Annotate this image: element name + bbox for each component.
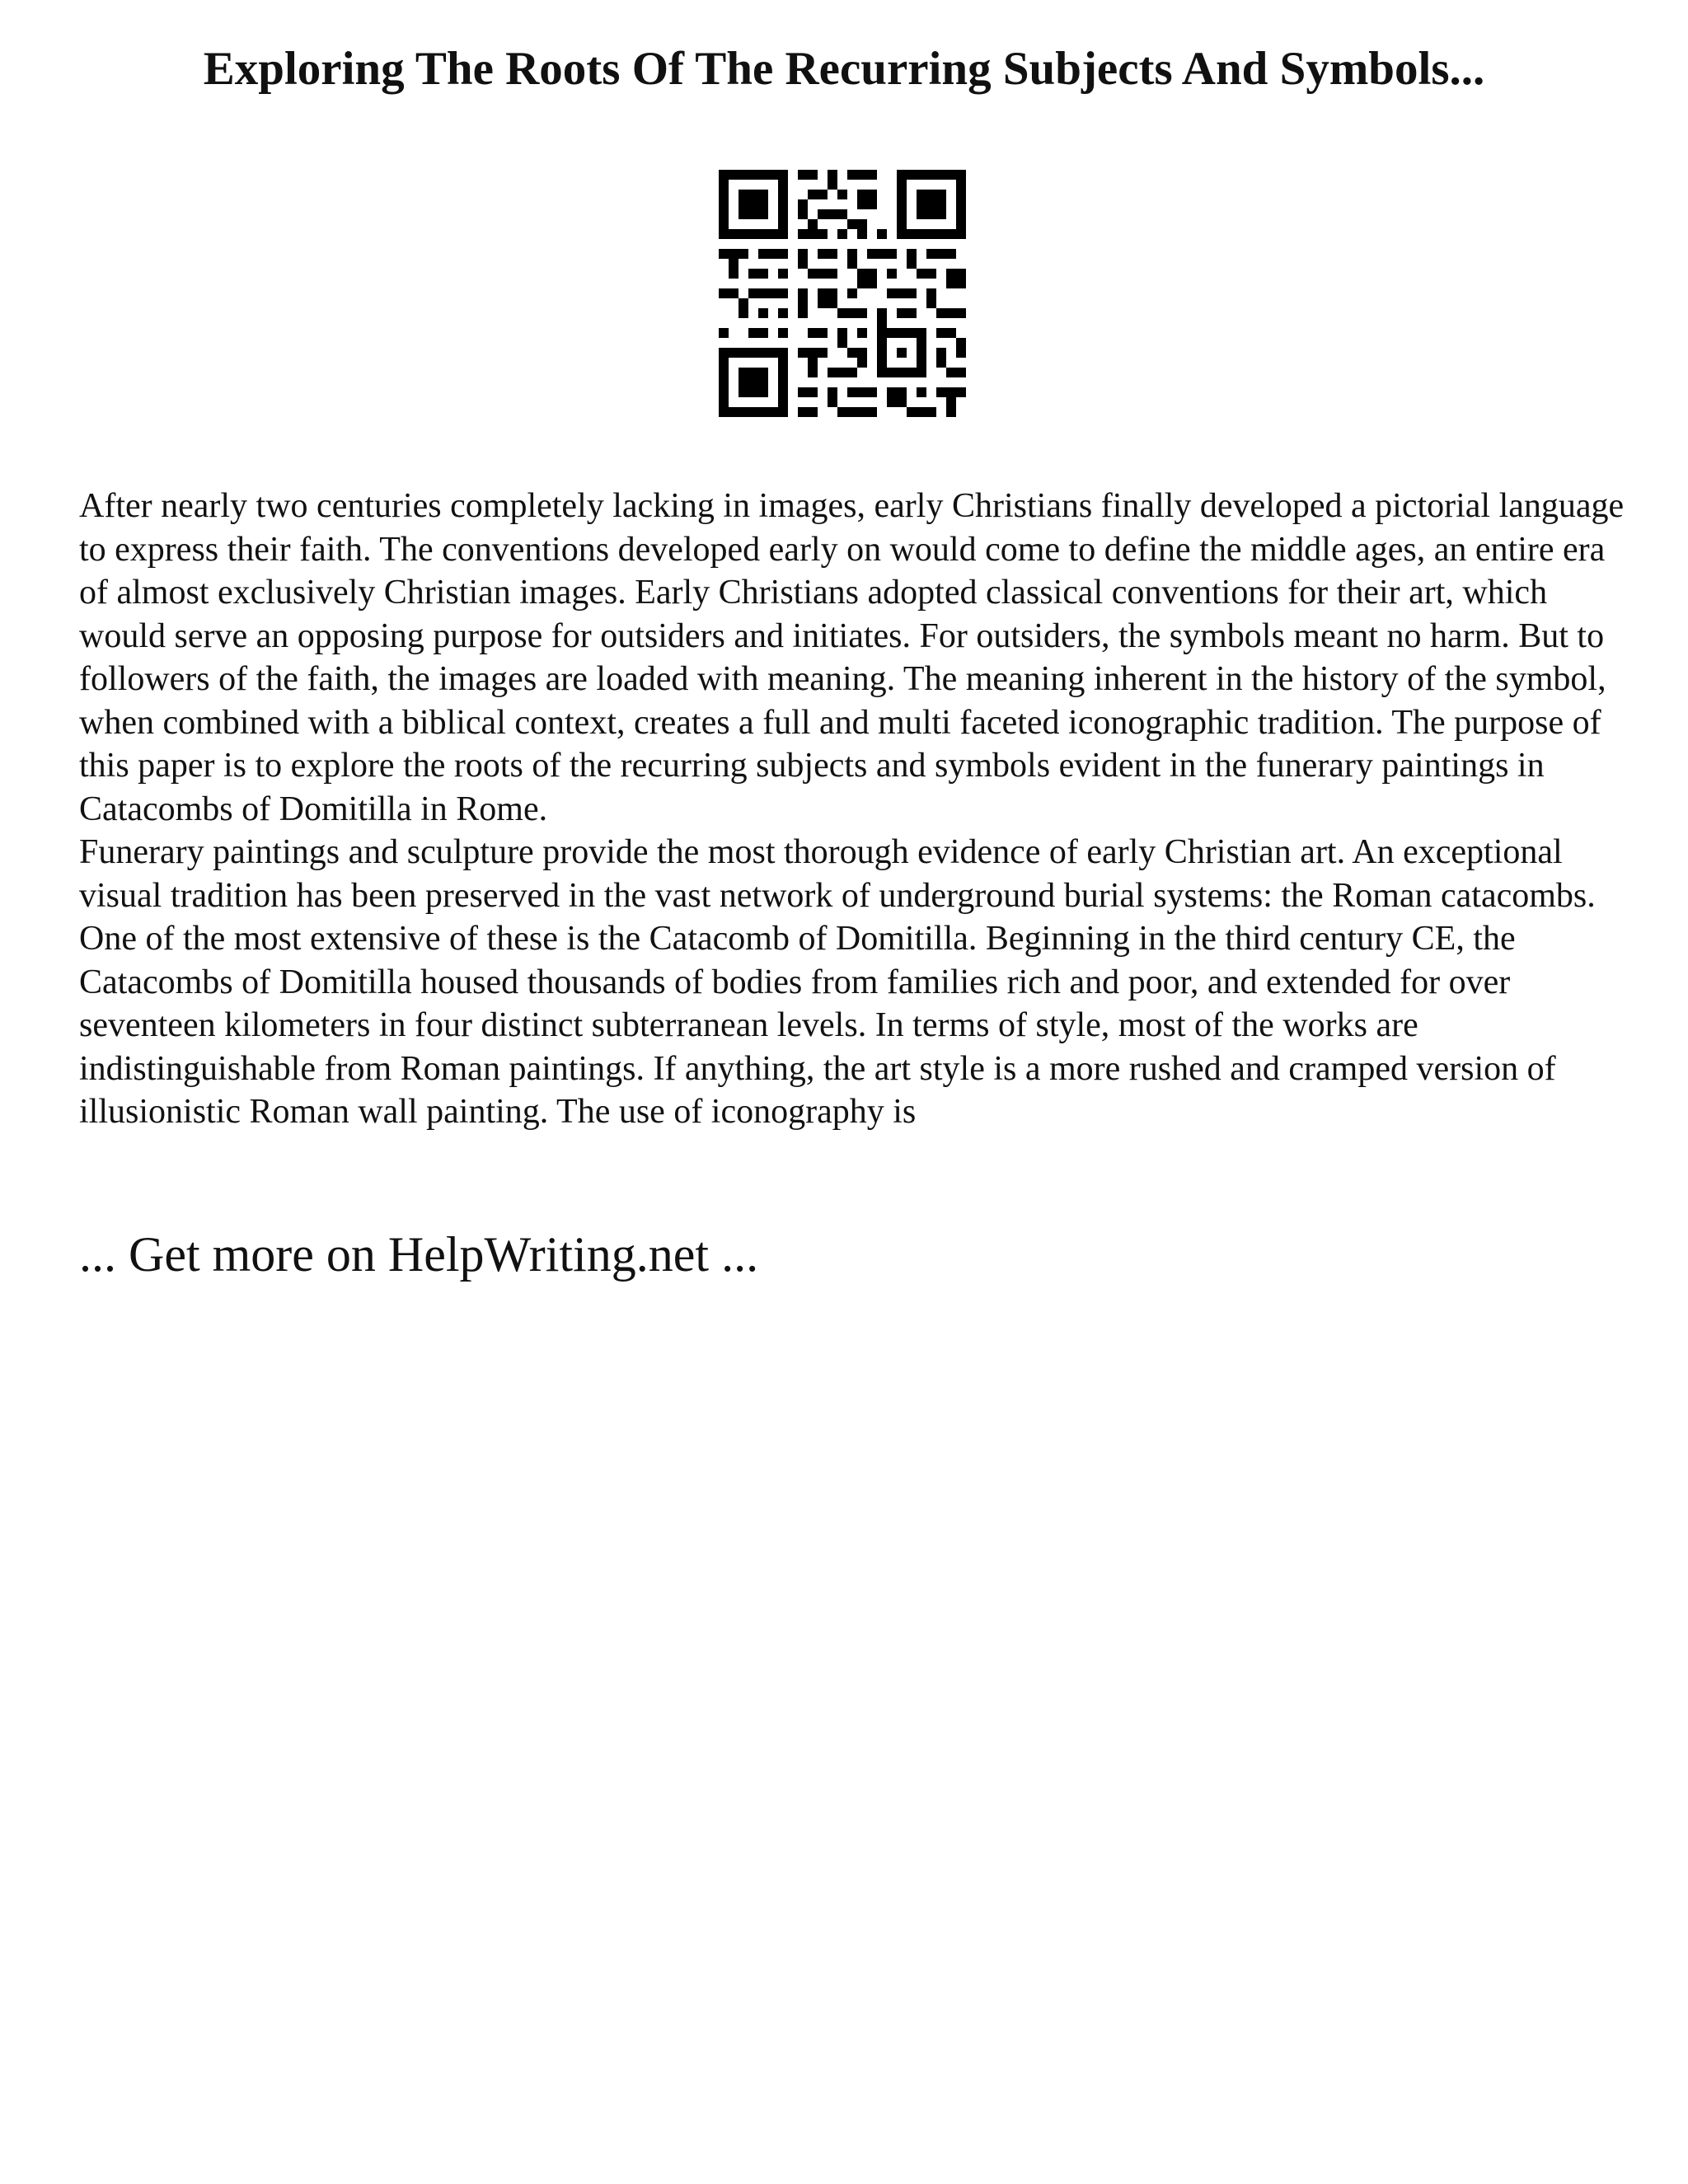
article-body	[79, 485, 1629, 1134]
paragraph: After nearly two centuries completely lacking in images, early Christians finally developed a pictorial language to express their faith. The conventions developed early on would come to define the middle ages, an entire era of almost exclusively Christian images. Early Christians adopted classical conventions for their art, which would serve an opposing purpose for outsiders and initiates. For outsiders, the symbols meant no harm. But to followers of the faith, the images are loaded with meaning. The meaning inherent in the history of the symbol, when combined with a biblical context, creates a full and multi faceted iconographic tradition. The purpose of this paper is to explore the roots of the recurring subjects and symbols evident in the funerary paintings in Catacombs of Domitilla in Rome.	[79, 487, 1625, 828]
qr-code	[719, 170, 966, 417]
qr-code-image	[719, 170, 966, 417]
page-title: Exploring The Roots Of The Recurring Subjects And Symbols...	[203, 43, 1485, 95]
paragraph: Funerary paintings and sculpture provide the most thorough evidence of early Christian art. An exceptional visual tradition has been preserved in the vast network of underground burial systems: the Roman catacombs. One of the most extensive of these is the Catacomb of Domitilla. Beginning in the third century CE, the Catacombs of Domitilla housed thousands of bodies from families rich and poor, and extended for over seventeen kilometers in four distinct subterranean levels. In terms of style, most of the works are indistinguishable from Roman paintings. If anything, the art style is a more rushed and cramped version of illusionistic Roman wall painting. The use of iconography is	[79, 833, 1596, 1131]
get-more-link[interactable]: ... Get more on HelpWriting.net ...	[79, 1227, 759, 1282]
